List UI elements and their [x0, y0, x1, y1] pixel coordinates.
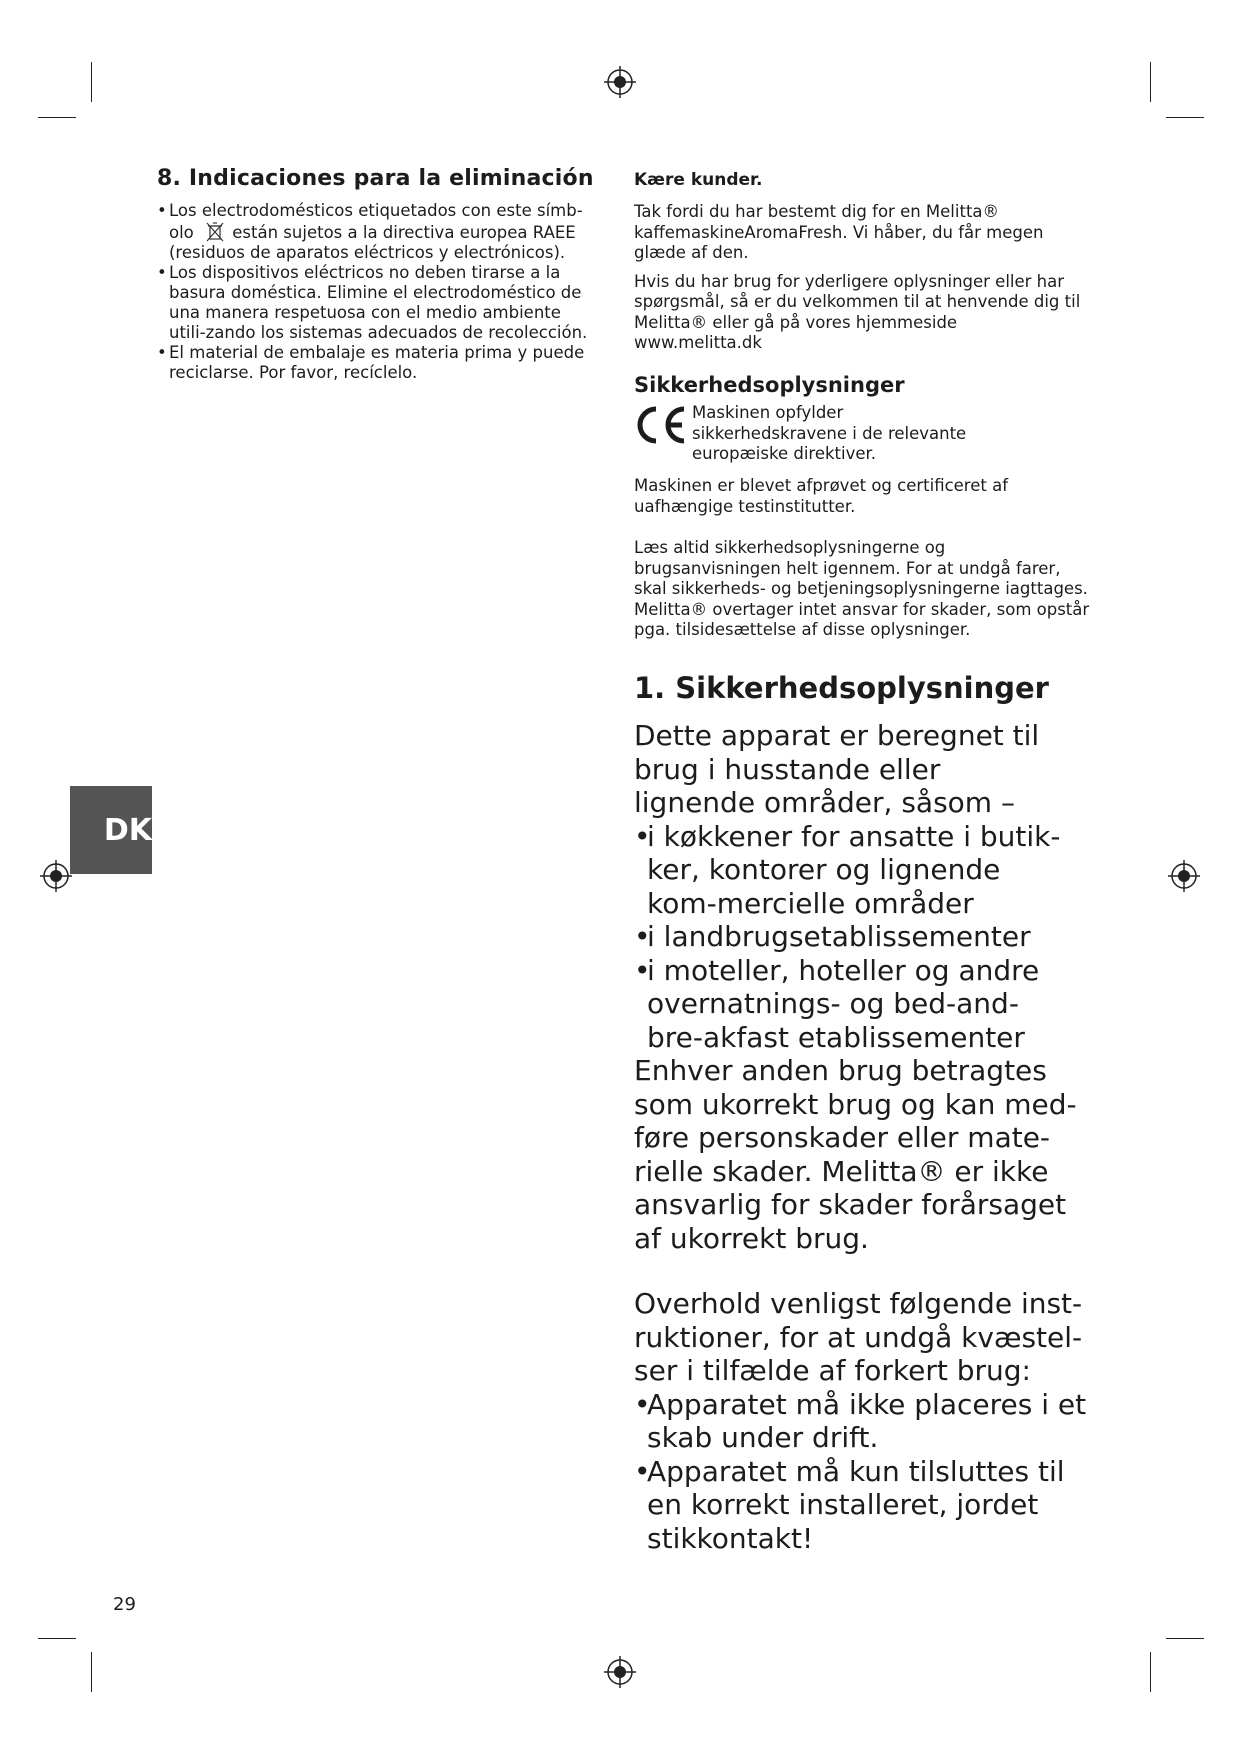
crop-mark [1166, 1638, 1204, 1639]
tested-text: Maskinen er blevet afprøvet og certificeret af uafhængige testinstitutter. [634, 476, 1009, 516]
crop-mark [91, 1652, 92, 1692]
intro-paragraph-1: Tak fordi du har bestemt dig for en Melitta® kaffemaskineAromaFresh. Vi håber, du får megen glæde af den. [634, 202, 1044, 262]
right-column-top [634, 170, 1089, 354]
crop-mark [1150, 1652, 1151, 1692]
ce-row [634, 403, 1089, 465]
list-item: • i landbrugsetablissementer [634, 920, 1094, 954]
crop-mark [1166, 117, 1204, 118]
disposal-list [157, 201, 602, 383]
crop-mark [38, 117, 76, 118]
greeting: Kære kunder. [634, 170, 763, 190]
disposal-text-1a: Los electrodomésticos etiquetados con este símb- [169, 201, 583, 220]
rules-list [634, 1388, 1094, 1556]
language-tab-label: DK [103, 812, 152, 848]
disposal-text-1b: olo [169, 223, 194, 242]
read-text: Læs altid sikkerhedsoplysningerne og brugsanvisningen helt igennem. For at undgå farer, skal sikkerheds- og betjeningsoplysningerne iagttages. Melitta® overtager intet ansvar for skader, som opstår pga. tilsidesættelse af disse oplysninger. [634, 538, 1090, 639]
list-item: • Los dispositivos eléctricos no deben tirarse a la basura doméstica. Elimine el electrodoméstico de una manera respetuosa con el medio ambiente utili-zando los sistemas adecuados de recolección. [157, 263, 602, 343]
use-list [634, 820, 1094, 1055]
disposal-heading: 8. Indicaciones para la eliminación [157, 166, 594, 191]
ce-text: Maskinen opfylder sikkerhedskravene i de relevante europæiske direktiver. [692, 403, 967, 463]
list-item: • El material de embalaje es materia prima y puede reciclarse. Por favor, recíclelo. [157, 343, 602, 383]
read-block [634, 538, 1092, 641]
registration-mark-icon [604, 1656, 636, 1688]
ce-mark-icon [634, 403, 692, 451]
crop-mark [91, 62, 92, 102]
tested-block [634, 476, 1089, 517]
section-heading: 1. Sikkerhedsoplysninger [634, 671, 1049, 705]
list-item [157, 201, 602, 263]
registration-mark-icon [40, 860, 72, 892]
safety-heading: Sikkerhedsoplysninger [634, 373, 905, 397]
crop-mark [38, 1638, 76, 1639]
list-item: • Apparatet må kun tilsluttes til en korrekt installeret, jordet stikkontakt! [634, 1455, 1077, 1556]
safety-block [634, 373, 1089, 465]
observe-text: Overhold venligst følgende inst-ruktioner, for at undgå kvæstel-ser i tilfælde af forkert brug: [634, 1287, 1083, 1387]
left-column [157, 166, 602, 383]
section-1 [634, 671, 1094, 1555]
disposal-text-1d: (residuos de aparatos eléctricos y electrónicos). [169, 243, 566, 262]
registration-mark-icon [1168, 860, 1200, 892]
list-item: • i køkkener for ansatte i butik-ker, kontorer og lignende kom-mercielle områder [634, 820, 1067, 921]
intro-paragraph-2: Hvis du har brug for yderligere oplysninger eller har spørgsmål, så er du velkommen til at henvende dig til Melitta® eller gå på vores hjemmeside www.melitta.dk [634, 271, 1081, 352]
registration-mark-icon [604, 66, 636, 98]
list-item: • i moteller, hoteller og andre overnatnings- og bed-and-bre-akfast etablissementer [634, 954, 1067, 1055]
language-tab [70, 786, 152, 874]
disposal-text-1c: están sujetos a la directiva europea RAEE [232, 223, 576, 242]
intended-use-text: Dette apparat er beregnet til brug i husstande eller lignende områder, såsom – [634, 719, 1040, 819]
crop-mark [1150, 62, 1151, 102]
misuse-text: Enhver anden brug betragtes som ukorrekt brug og kan med-føre personskader eller mate-rielle skader. Melitta® er ikke ansvarlig for skader forårsaget af ukorrekt brug. [634, 1054, 1077, 1255]
page-number: 29 [113, 1594, 136, 1615]
crossed-out-bin-icon [205, 221, 225, 243]
list-item: • Apparatet må ikke placeres i et skab under drift. [634, 1388, 1092, 1455]
